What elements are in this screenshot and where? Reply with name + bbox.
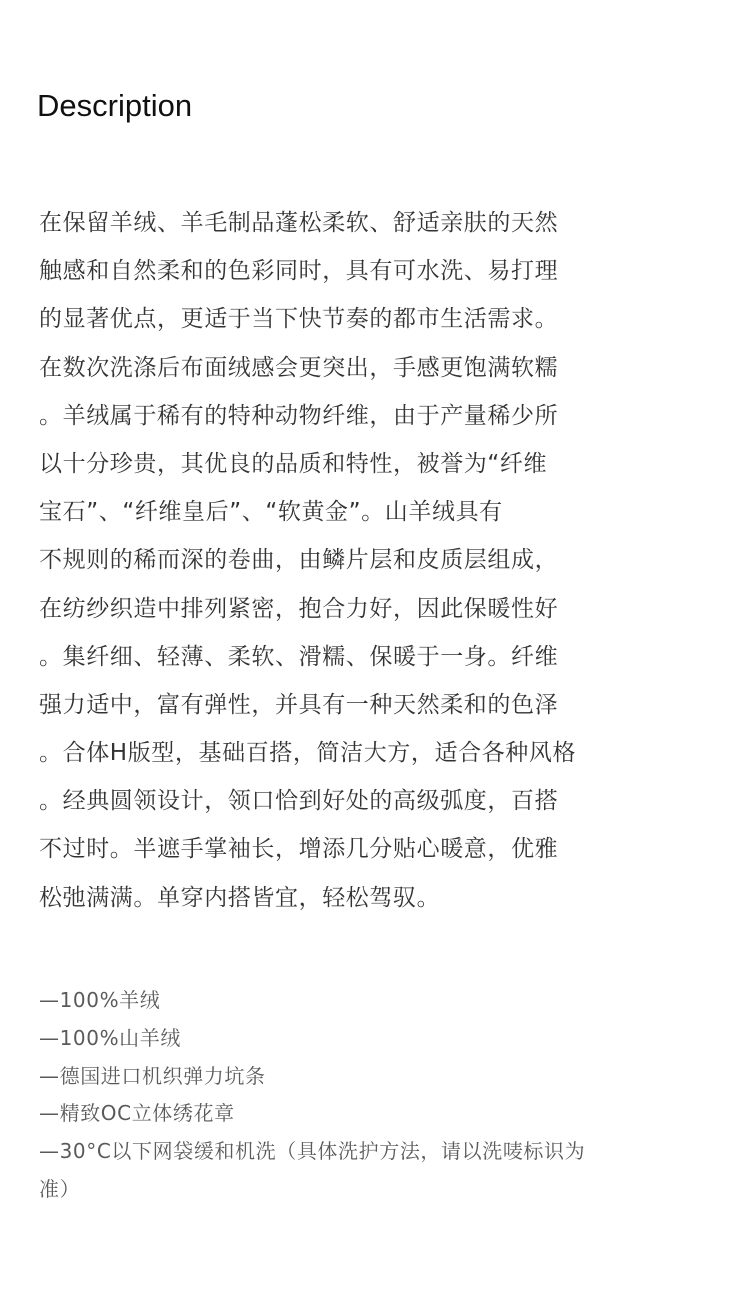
- spec-item: —100%羊绒: [39, 988, 161, 1012]
- description-line: 在保留羊绒、羊毛制品蓬松柔软、舒适亲肤的天然: [39, 210, 559, 236]
- description-line: 不规则的稀而深的卷曲，由鳞片层和皮质层组成，: [39, 547, 559, 574]
- spec-item: 准）: [39, 1176, 81, 1201]
- description-line: 。合体H版型，基础百搭，简洁大方，适合各种风格: [39, 740, 577, 767]
- section-title: Description: [37, 88, 193, 123]
- description-line: 。经典圆领设计，领口恰到好处的高级弧度，百搭: [39, 788, 559, 815]
- description-line: 。集纤细、轻薄、柔软、滑糯、保暖于一身。纤维: [39, 643, 559, 670]
- description-line: 在纺纱织造中排列紧密，抱合力好，因此保暖性好: [39, 595, 559, 622]
- description-paragraph: [39, 199, 679, 922]
- spec-item: —德国进口机织弹力坑条: [39, 1063, 266, 1088]
- description-line: 不过时。半遮手掌袖长，增添几分贴心暖意，优雅: [39, 836, 559, 863]
- description-line: 在数次洗涤后布面绒感会更突出，手感更饱满软糯: [39, 354, 559, 381]
- spec-list: [39, 982, 699, 1209]
- description-line: 松弛满满。单穿内搭皆宜，轻松驾驭。: [39, 884, 441, 911]
- description-line: 以十分珍贵，其优良的品质和特性，被誉为“纤维: [39, 450, 548, 477]
- spec-item: —100%山羊绒: [39, 1025, 181, 1050]
- description-line: 的显著优点，更适于当下快节奏的都市生活需求。: [39, 306, 559, 333]
- description-line: 。羊绒属于稀有的特种动物纤维，由于产量稀少所: [39, 402, 559, 429]
- spec-item: —30°C以下网袋缓和机洗（具体洗护方法，请以洗唛标识为: [39, 1139, 586, 1164]
- description-line: 强力适中，富有弹性，并具有一种天然柔和的色泽: [39, 691, 559, 718]
- description-line: 触感和自然柔和的色彩同时，具有可水洗、易打理: [39, 258, 559, 285]
- description-line: 宝石”、“纤维皇后”、“软黄金”。山羊绒具有: [39, 499, 503, 526]
- spec-item: —精致OC立体绣花章: [39, 1101, 235, 1126]
